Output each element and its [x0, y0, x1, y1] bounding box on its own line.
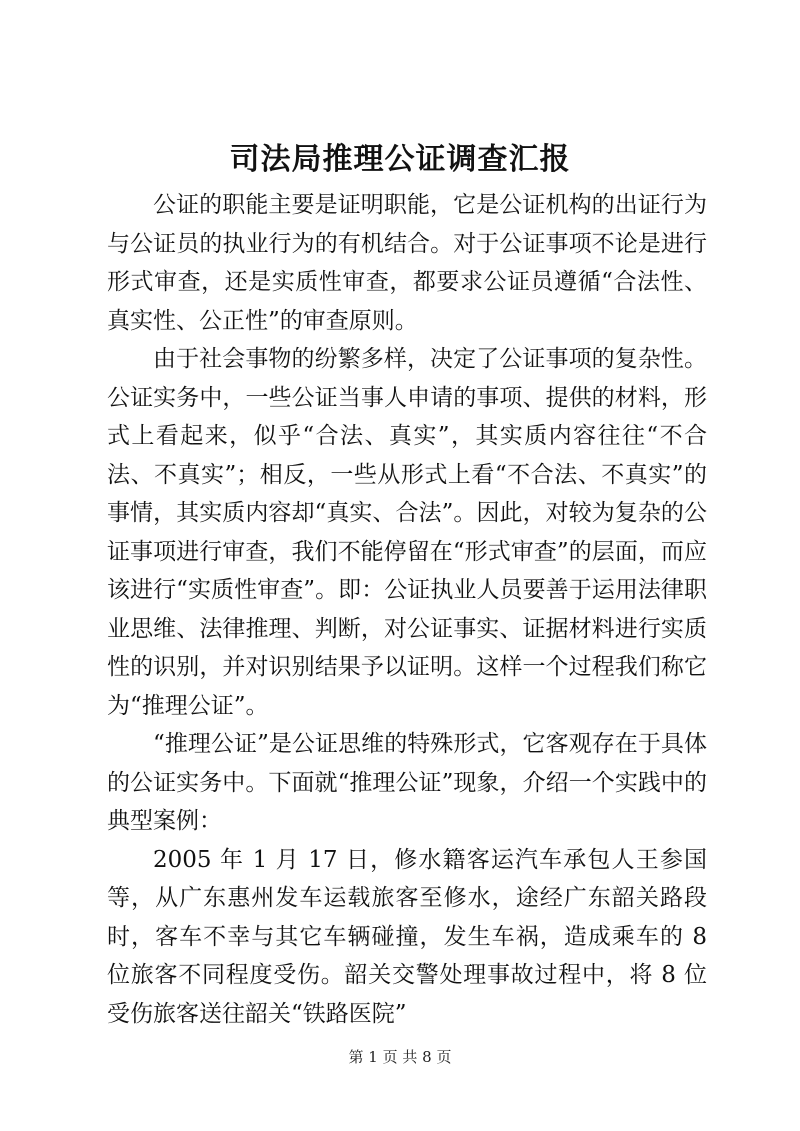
document-body [107, 186, 707, 1033]
paragraph-3: “推理公证”是公证思维的特殊形式，它客观存在于具体的公证实务中。下面就“推理公证”现象，介绍一个实践中的典型案例： [107, 731, 707, 834]
paragraph-4: 2005 年 1 月 17 日，修水籍客运汽车承包人王参国等，从广东惠州发车运载旅客至修水，途经广东韶关路段时，客车不幸与其它车辆碰撞，发生车祸，造成乘车的 8 位旅客不同程度受伤。韶关交警处理事故过程中，将 8 位受伤旅客送往韶关“铁路医院” [107, 846, 707, 1027]
paragraph-1: 公证的职能主要是证明职能，它是公证机构的出证行为与公证员的执业行为的有机结合。对于公证事项不论是进行形式审查，还是实质性审查，都要求公证员遵循“合法性、真实性、公正性”的审查原则。 [107, 192, 707, 334]
paragraph-2: 由于社会事物的纷繁多样，决定了公证事项的复杂性。公证实务中，一些公证当事人申请的事项、提供的材料，形式上看起来，似乎“合法、真实”，其实质内容往往“不合法、不真实”；相反，一些从形式上看“不合法、不真实”的事情，其实质内容却“真实、合法”。因此，对较为复杂的公证事项进行审查，我们不能停留在“形式审查”的层面，而应该进行“实质性审查”。即：公证执业人员要善于运用法律职业思维、法律推理、判断，对公证事实、证据材料进行实质性的识别，并对识别结果予以证明。这样一个过程我们称它为“推理公证”。 [107, 346, 707, 719]
document-title: 司法局推理公证调查汇报 [229, 142, 571, 177]
page-footer: 第 1 页 共 8 页 [348, 1048, 452, 1066]
